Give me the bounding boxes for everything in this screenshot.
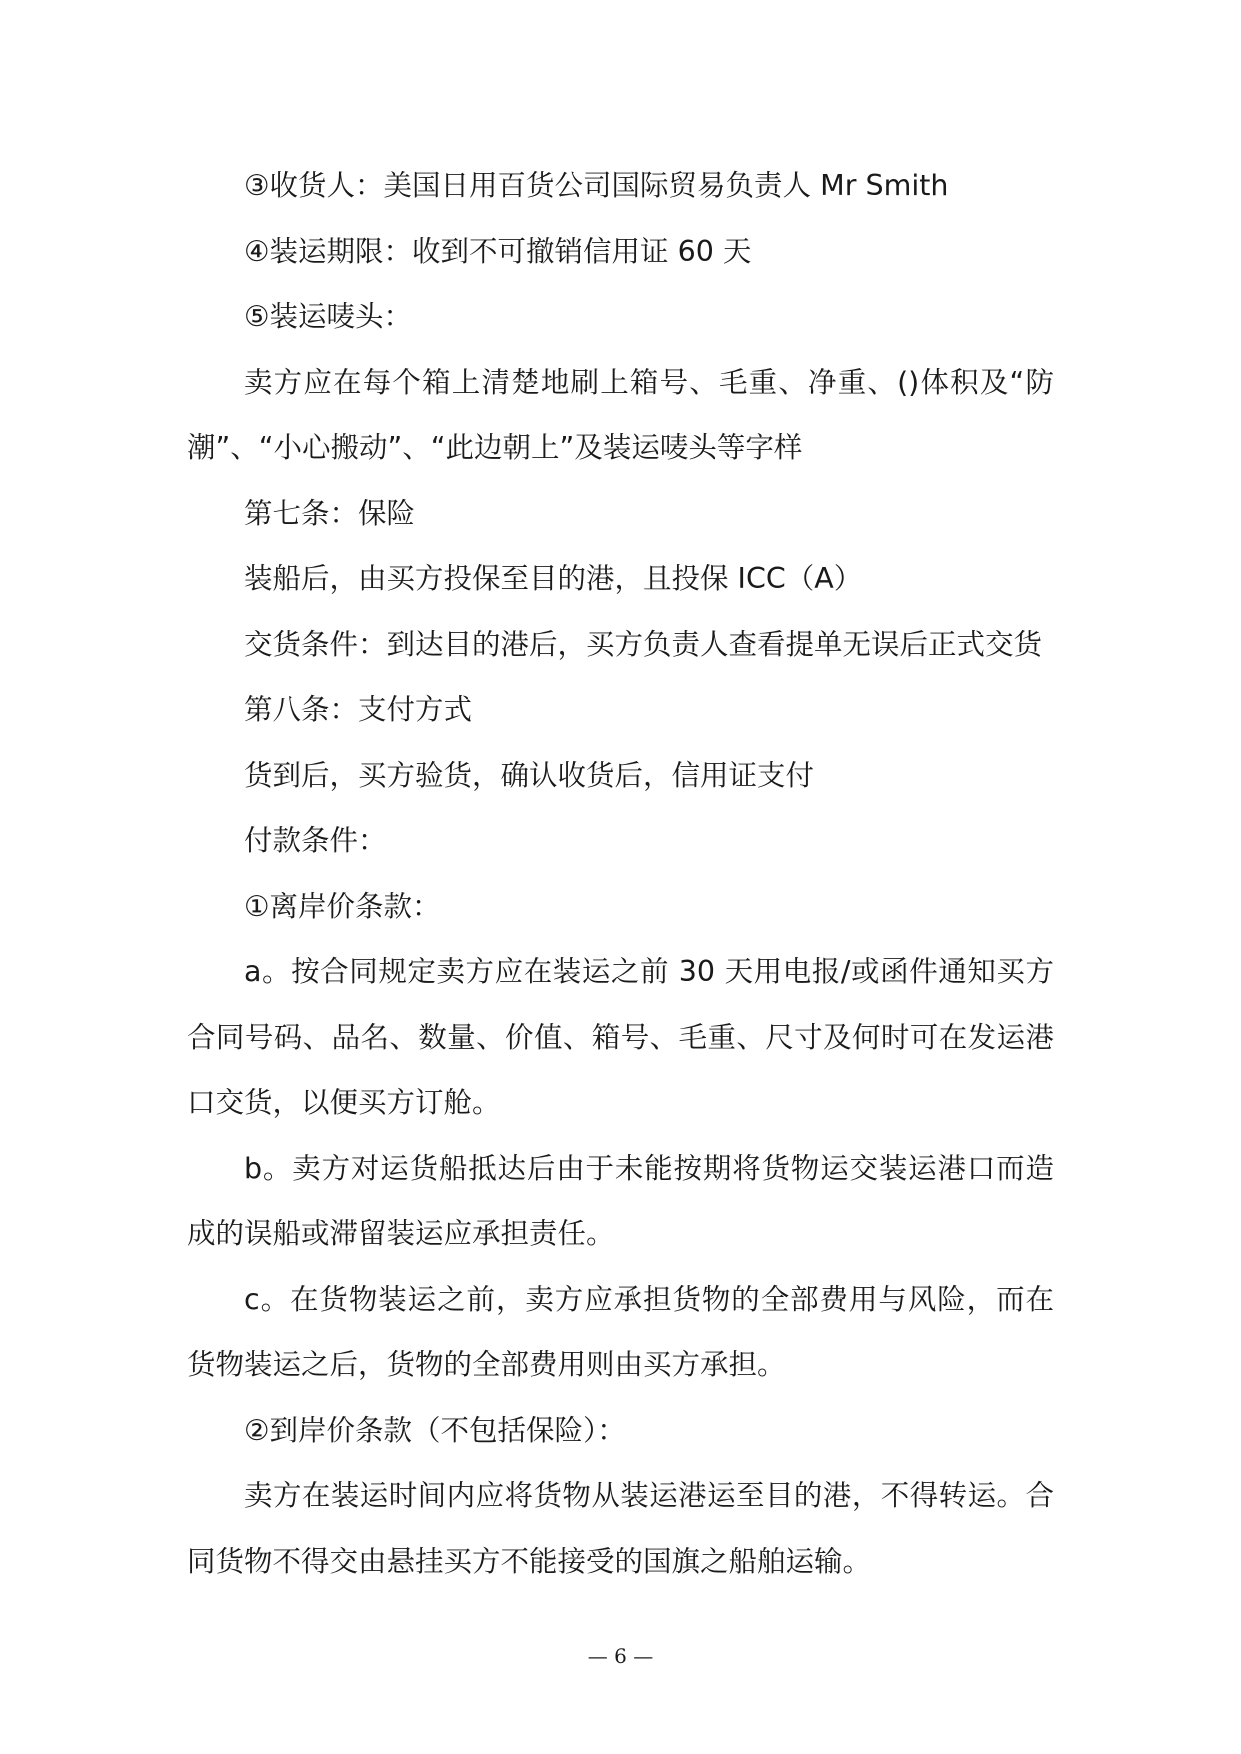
payment-method-paragraph xyxy=(187,743,1054,809)
payment-terms-heading xyxy=(187,808,1054,874)
text-line: 同货物不得交由悬挂买方不能接受的国旗之船舶运输。 xyxy=(187,1544,872,1578)
delivery-terms-paragraph xyxy=(187,612,1054,678)
fob-clause-c xyxy=(187,1267,1054,1398)
text-line: ①离岸价条款： xyxy=(244,889,441,923)
text-line: 货物装运之后，货物的全部费用则由买方承担。 xyxy=(187,1348,786,1381)
text-line: 第七条：保险 xyxy=(244,496,416,530)
text-line: a。按合同规定卖方应在装运之前 30 天用电报/或函件通知买方 xyxy=(244,955,1054,988)
text-line: 卖方在装运时间内应将货物从装运港运至目的港，不得转运。合 xyxy=(244,1479,1054,1512)
consignee-item xyxy=(187,153,1054,219)
fob-clause-a xyxy=(187,939,1054,1136)
text-line: ④装运期限：收到不可撤销信用证 60 天 xyxy=(244,234,752,268)
text-line: 合同号码、品名、数量、价值、箱号、毛重、尺寸及何时可在发运港 xyxy=(187,1020,1054,1054)
text-line: 第八条：支付方式 xyxy=(244,693,473,726)
text-line: 货到后，买方验货，确认收货后，信用证支付 xyxy=(244,758,815,792)
text-line: ⑤装运唛头： xyxy=(244,300,413,333)
document-body xyxy=(187,153,1054,1594)
article-8-heading xyxy=(187,677,1054,743)
shipping-marks-item xyxy=(187,284,1054,350)
text-line: ③收货人：美国日用百货公司国际贸易负责人 Mr Smith xyxy=(244,169,949,202)
text-line: 成的误船或滞留装运应承担责任。 xyxy=(187,1217,615,1250)
insurance-paragraph xyxy=(187,546,1054,612)
text-line: 装船后，由买方投保至目的港，且投保 ICC（A） xyxy=(244,562,863,595)
text-line: 交货条件：到达目的港后，买方负责人查看提单无误后正式交货 xyxy=(244,627,1043,661)
shipping-marks-paragraph xyxy=(187,350,1054,481)
fob-terms-heading xyxy=(187,874,1054,940)
text-line: 潮”、“小心搬动”、“此边朝上”及装运唛头等字样 xyxy=(187,431,803,464)
text-line: ②到岸价条款（不包括保险）： xyxy=(244,1413,626,1447)
shipment-period-item xyxy=(187,219,1054,285)
page-number: — 6 — xyxy=(587,1644,654,1668)
cfr-clause-paragraph xyxy=(187,1463,1054,1594)
text-line: 卖方应在每个箱上清楚地刷上箱号、毛重、净重、()体积及“防 xyxy=(244,365,1054,399)
text-line: 口交货，以便买方订舱。 xyxy=(187,1086,501,1119)
text-line: 付款条件： xyxy=(244,824,387,857)
cfr-terms-heading xyxy=(187,1398,1054,1464)
article-7-heading xyxy=(187,481,1054,547)
fob-clause-b xyxy=(187,1136,1054,1267)
text-line: b。卖方对运货船抵达后由于未能按期将货物运交装运港口而造 xyxy=(244,1151,1054,1185)
text-line: c。在货物装运之前，卖方应承担货物的全部费用与风险，而在 xyxy=(244,1282,1054,1316)
